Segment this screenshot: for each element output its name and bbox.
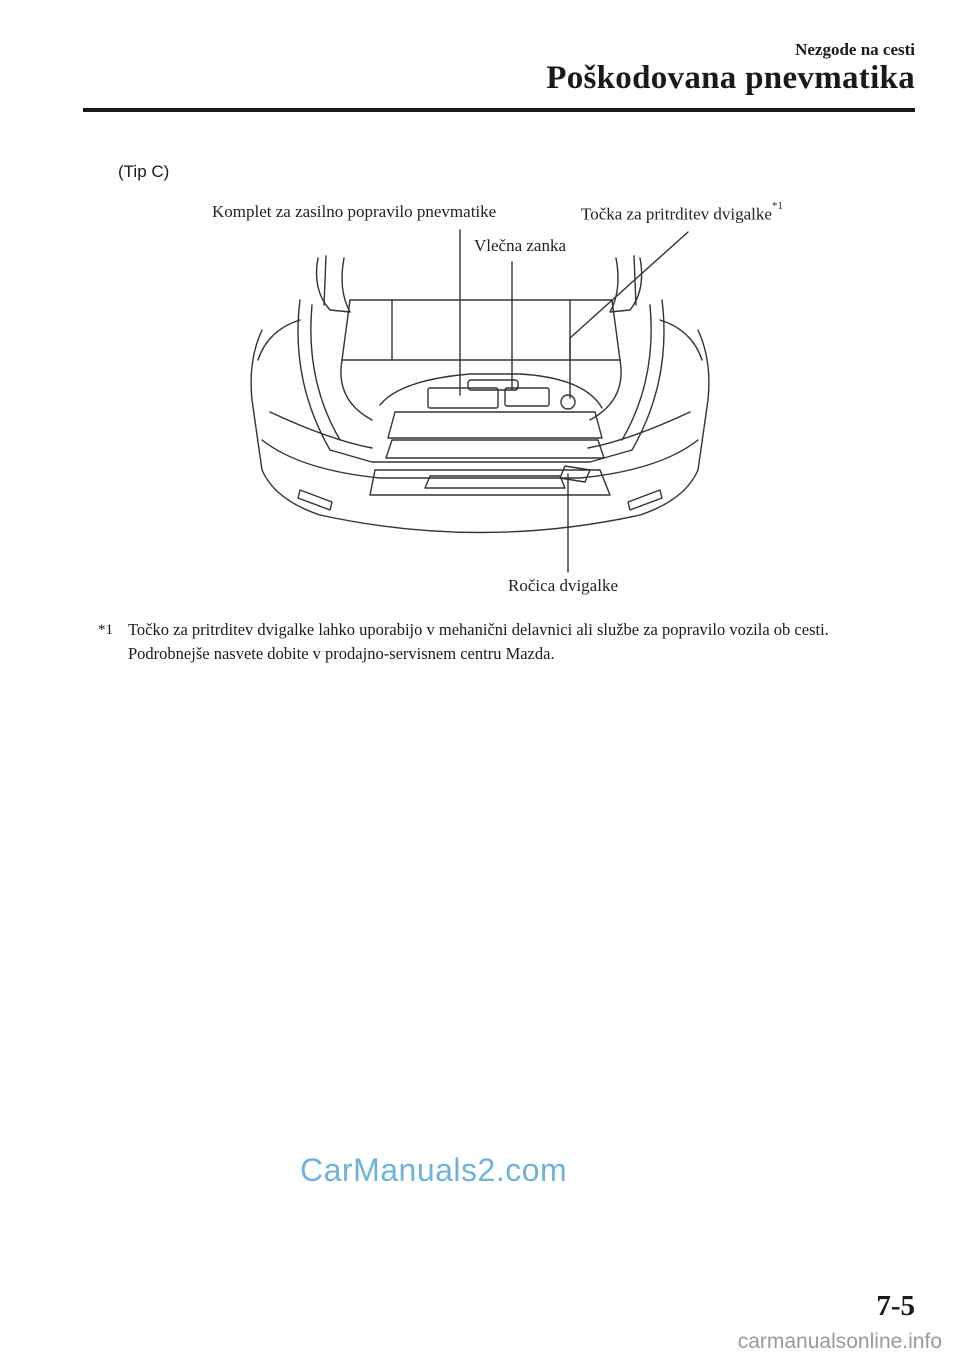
jack-point-marker bbox=[561, 395, 575, 409]
callout-jack-handle: Ročica dvigalke bbox=[508, 576, 618, 595]
repair-kit-box bbox=[428, 388, 498, 408]
section-label: Nezgode na cesti bbox=[795, 40, 915, 59]
site-watermark: carmanualsonline.info bbox=[737, 1330, 942, 1353]
callout-jack-point bbox=[581, 200, 783, 225]
cargo-tray bbox=[388, 412, 602, 438]
watermark: CarManuals2.com bbox=[300, 1152, 568, 1188]
trunk-illustration bbox=[0, 0, 960, 640]
callout-towing-hook: Vlečna zanka bbox=[474, 236, 567, 255]
callout-jack-point-mark: *1 bbox=[771, 200, 783, 212]
trunk-sill bbox=[370, 470, 610, 495]
callout-jack-point-text: Točka za pritrditev dvigalke bbox=[581, 204, 772, 224]
leader-jack-point bbox=[570, 232, 688, 338]
right-reflector bbox=[628, 490, 662, 510]
page-number: 7-5 bbox=[876, 1290, 915, 1322]
jack-handle-grip bbox=[560, 466, 590, 482]
footnote-text: Točko za pritrditev dvigalke lahko uporabijo v mehanični delavnici ali službe za popravilo vozila ob cesti. Podrobnejše nasvete dobite v prodajno-servisnem centru Mazda. bbox=[128, 620, 829, 663]
footnote-mark: *1 bbox=[98, 622, 113, 638]
right-hinge bbox=[610, 258, 642, 312]
left-reflector bbox=[298, 490, 332, 510]
chapter-title: Poškodovana pnevmatika bbox=[546, 60, 915, 96]
callout-repair-kit: Komplet za zasilno popravilo pnevmatike bbox=[212, 202, 497, 221]
footnote bbox=[98, 618, 868, 666]
towing-hook-case bbox=[505, 388, 549, 406]
left-hinge bbox=[317, 258, 351, 312]
figure-variant-label: (Tip C) bbox=[118, 162, 170, 181]
floor-well bbox=[380, 374, 602, 408]
